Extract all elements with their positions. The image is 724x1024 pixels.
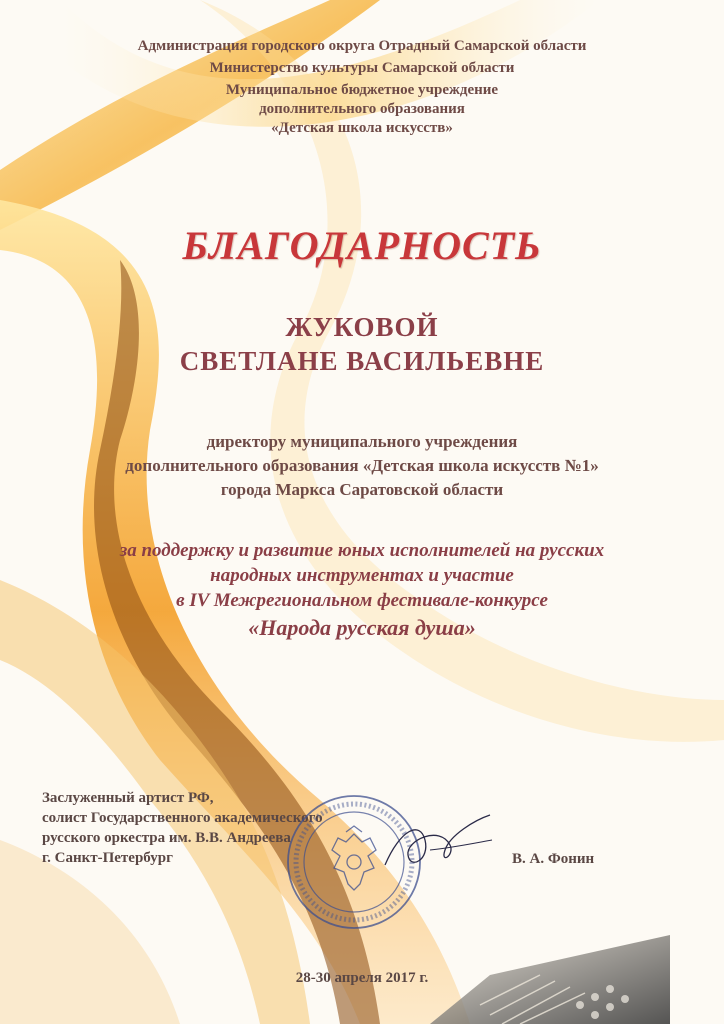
- position-line-1: директору муниципального учреждения: [206, 432, 518, 451]
- event-date: 28-30 апреля 2017 г.: [295, 970, 429, 986]
- recipient-name: СВЕТЛАНЕ ВАСИЛЬЕВНЕ: [179, 346, 545, 376]
- signatory-name: В. А. Фонин: [512, 851, 595, 867]
- header-line-ministry: Министерство культуры Самарской области: [209, 60, 515, 76]
- header-line-administration: Администрация городского округа Отрадный Самарской области: [137, 38, 587, 54]
- position-line-2: дополнительного образования «Детская школа искусств №1»: [125, 456, 599, 475]
- reason-line-3: в IV Межрегиональном фестивале-конкурсе: [176, 590, 548, 611]
- handwritten-signature: [380, 810, 500, 880]
- header-line-institution: Муниципальное бюджетное учреждение: [225, 82, 499, 98]
- signatory-city: г. Санкт-Петербург: [42, 850, 173, 866]
- header-line-education: дополнительного образования: [259, 101, 465, 117]
- reason-line-2: народных инструментах и участие: [210, 565, 514, 586]
- document-title: БЛАГОДАРНОСТЬ: [182, 223, 542, 268]
- signatory-position: солист Государственного академического: [42, 810, 323, 826]
- header-line-school: «Детская школа искусств»: [271, 120, 453, 136]
- position-line-3: города Маркса Саратовской области: [220, 480, 504, 499]
- recipient-surname: ЖУКОВОЙ: [285, 312, 439, 342]
- reason-line-1: за поддержку и развитие юных исполнителей на русских: [119, 540, 605, 561]
- signatory-title: Заслуженный артист РФ,: [42, 790, 214, 806]
- signatory-orchestra: русского оркестра им. В.В. Андреева: [42, 830, 291, 846]
- festival-name: «Народа русская душа»: [248, 615, 476, 640]
